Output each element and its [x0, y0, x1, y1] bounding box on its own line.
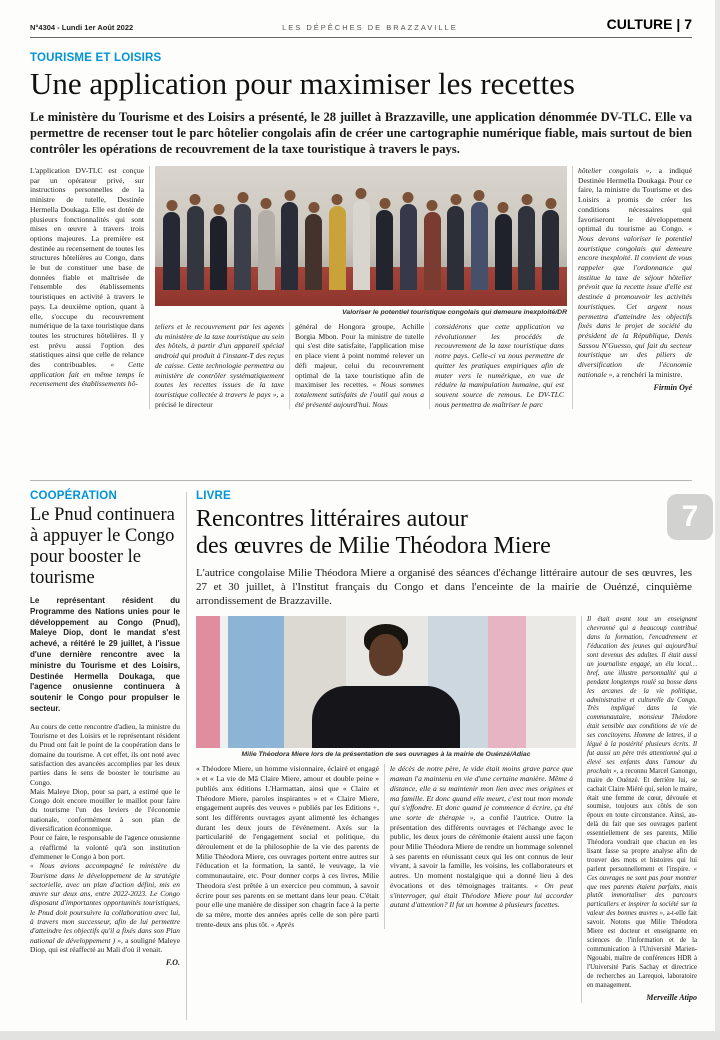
column-rule: [149, 166, 150, 409]
livre-col2-quote2: « On peut s'interroger, qui était Théodore Miere pour lui accorder autant d'attention? Il fut un homme à plusieurs facettes.: [390, 880, 573, 910]
livre-col3-quote2: « Ces ouvrages ne sont pas pour montrer que mes parents étaient parfaits, mais plutôt immortaliser des parcours particuliers et inspirer la société sur la valeur des bonnes œuvres »,: [587, 865, 698, 918]
column-rule: [289, 322, 290, 409]
col3-quote: « Nous sommes totalement satisfaits de l'outil qui nous a été présenté aujourd'hui. Nous: [295, 380, 424, 409]
col5-roman: a indiqué Destinée Hermella Doukaga. Pour ce faire, la ministre du Tourisme et des Loisirs a promis de créer les conditions nécessaires qui favoriseront le développement optimal du tourisme au Congo.: [578, 166, 692, 234]
headline-pnud: Le Pnud continuera à appuyer le Congo pour booster le tourisme: [30, 505, 175, 588]
livre-col1-quote: « Après: [270, 919, 295, 929]
author-face: [369, 634, 403, 676]
column-rule: [384, 764, 385, 929]
col5-roman-end: a renchéri la ministre.: [616, 369, 683, 379]
livre-col3-quote: Il était avant tout un enseignant chevronné qui a beaucoup contribué dans la formation, l'encadrement et l'éducation des jeunes qui aujourd'hui sont devenus des adultes. Il était aussi un journaliste engagé, un élu local… bref, une illustre personnalité qui a pendant longtemps roulé sa bosse dans les arcanes de la vie politique, administrative et culturelle du Congo. Très impliqué dans la vie communautaire, monsieur Théodore était sensible aux conditions de vie de ses concitoyens. Homme de lettres, il a légué à la postérité plusieurs écrits. Il fut aussi un père très attentionné qui a élevé ses enfants dans l'amour du prochain »,: [587, 616, 697, 775]
tourism-col-2: [155, 322, 284, 409]
tourism-col-3: [295, 322, 424, 409]
article-tourism: [30, 52, 692, 409]
col5-quote: « Nous devons valoriser le potentiel touristique congolais qui demeure encore inexploité. Il convient de vous rappeler que l'ordonnance qui institue la taxe de séjour hôtelier prévoit que la recette issue d'elle est destinée à promouvoir les activités touristiques. Cet argent nous permettra d'atteindre les objectifs fixés dans le projet de société du président de la République, Denis Sassou N'Guesso, qui fait du secteur touristique un des piliers de diversification de l'économie nationale »,: [578, 224, 692, 379]
tourism-photo: [155, 166, 567, 306]
person-figure: [353, 200, 370, 290]
person-figure: [305, 214, 322, 290]
page-number-badge: 7: [667, 494, 713, 540]
section-page-label: CULTURE | 7: [606, 16, 692, 32]
page-header: [30, 16, 692, 38]
col1-roman: L'application DV-TLC est conçue par un opérateur privé, sur instructions personnelles de la ministre de tutelle, Destinée Hermella Doukaga. Elle est dotée de plusieurs fonctionnalités qui sont mises en œuvre à travers trois options majeures. La première est destinée au recensement de toutes les structures hôtelières au Congo, dans le but de constituer une base de données fiable et maîtrisée de l'ensemble des établissements touristiques en activité à travers le pays. La deuxième option, quant à elle, s'occupe du recouvrement numérique de la taxe touristique dans toutes les structures hôtelières. Il y est prévu aussi l'option des statistiques ainsi que celle de relance des contribuables.: [30, 166, 144, 370]
livre-columns: [196, 764, 576, 929]
person-figure: [471, 202, 488, 290]
kicker-livre: LIVRE: [196, 490, 231, 502]
livre-col-2: [390, 764, 573, 929]
pnud-paragraph: Au cours de cette rencontre d'adieu, la ministre du Tourisme et des Loisirs et le représentant résident du Pnud ont fait le point de la coopération dans le domaine du tourisme. A cet effet, ils ont noté avec satisfaction des avancées accomplies par les deux parties dans le sens de booster le tourisme au Congo.: [30, 721, 180, 787]
pnud-paragraph: Mais Maleye Diop, pour sa part, a estimé que le Congo doit encore mouiller le maillot pour faire du tourisme l'un des leviers de l'économie nationale, conformément à son plan de diversification économique.: [30, 786, 180, 834]
livre-col1-roman: « Théodore Miere, un homme visionnaire, éclairé et engagé » et « La vie de Mâ Claire Miere, amour et double peine » publiés aux éditions L'Harmattan, ainsi que « Claire et Théodore Miere, paroles inspirantes » et « Claire Miere, engagement auprès des veuves » publiés par les Editions +, sont les différents ouvrages ayant alimenté les échanges durant les deux jours de l'événement. Axés sur la particularité de l'engagement social et politique, du déroulement et de la philosophie de la vie des parents de Milie Théodora Miere, ces ouvrages portent entre autres sur l'éducation et la formation, la santé, le veuvage, la vie communautaire, etc. Pour donner corps à ces livres, Milie Theodora s'est prêtée à un exercice peu commun, à savoir écrire pour ses parents en se mettant dans leur peau. C'était pour elle une manière de dissiper son chagrin face à la perte de sa mère, morte des années après celle de son père parti trente-deux ans plus tôt.: [196, 764, 379, 929]
lead-tourism: Le ministère du Tourisme et des Loisirs a présenté, le 28 juillet à Brazzaville, une application dénommée DV-TLC. Elle va permettre de recenser tout le parc hôtelier congolais afin de créer une cartographie numérique fiable, mais surtout de bien contrôler les opérations de recouvrement de la taxe touristique à travers le pays.: [30, 110, 692, 156]
person-figure: [234, 204, 251, 290]
lead-pnud: Le représentant résident du Programme des Nations unies pour le développement au Congo (Pnud), Maleye Diop, dont le mandat s'est achevé, a réitéré le 29 juillet, à l'issue d'une dernière rencontre avec la ministre du Tourisme et des Loisirs, Destinée Hermella Doukaga, que l'agence onusienne continuera à soutenir le Congo pour propulser le secteur.: [30, 596, 180, 713]
livre-col3-roman: a reconnu Marcel Ganongo, maire de Ouénzé. Et derrière lui, se cachait Claire Miéré qui, selon le maire, était une femme de cœur, dévouée et soumise, toujours aux côtés de son époux en toute circonstance. Ainsi, au-delà du fait que ses ouvrages parlent essentiellement de ses parents, Milie Théodora voudrait que chacun en les lisant fasse sa propre analyse afin de trouver des mots et histoires qui lui parlent personnellement et l'inspire.: [587, 767, 697, 873]
person-figure: [258, 210, 275, 290]
person-figure: [187, 206, 204, 290]
group-of-officials: [163, 192, 559, 290]
headline-livre-line1: Rencontres littéraires autour: [196, 506, 468, 532]
livre-col2-quote: le décès de notre père, le vide était moins grave parce que maman l'a maintenu en vie d'une certaine manière. Même à distance, elle a su maintenir mon lien avec mes origines et ma famille. Et donc quand elle meurt, c'est tout mon monde qui s'effondre. Et donc quand je commence à écrire, ça été une sorte de thérapie »,: [390, 764, 573, 822]
livre-photo-caption: Milie Théodora Miere lors de la présentation de ses ouvrages à la mairie de Ouénzé/Adiac: [241, 751, 531, 759]
page-edge: [715, 0, 720, 1040]
pnud-quote-paragraph: [30, 861, 180, 954]
byline-pnud: F.O.: [165, 958, 180, 968]
pnud-quote-attribution: a souligné Maleye Diop, qui est réaffecté au Mali d'où il venait.: [30, 935, 180, 954]
article-pnud: [30, 490, 180, 967]
livre-col-3: [587, 616, 697, 1003]
page-footer-strip: [0, 1031, 720, 1040]
person-figure: [400, 204, 417, 290]
person-figure: [281, 202, 298, 290]
person-figure: [210, 216, 227, 290]
tourism-col-1: [30, 166, 144, 409]
kicker-cooperation: COOPÉRATION: [30, 490, 117, 502]
section-divider: [30, 480, 692, 481]
person-figure: [447, 206, 464, 290]
headline-tourism: Une application pour maximiser les recettes: [30, 66, 575, 101]
column-rule: [429, 322, 430, 409]
livre-col2-roman: a confié l'autrice. Outre la présentation des différents ouvrages et l'échange avec le public, les deux jours de cérémonie étaient aussi une façon pour Milie Théodora Miere de rendre un hommage solennel à ses parents en réunissant ceux qui les ont connus de leur vivant, à savoir la famille, les voisins, les collaborateurs et autres. Un moment nostalgique qui a donné lieu à des évocations et des témoignages traitants.: [390, 812, 573, 890]
author-body: [312, 686, 460, 748]
person-figure: [495, 214, 512, 290]
tourism-inner-columns: [155, 322, 567, 409]
tourism-col-4: considérons que cette application va révolutionner les procédés de recouvrement de la taxe touristique dans notre pays. Celle-ci va nous permettre de quitter les pratiques empiriques afin de muter vers le numérique, en vue de réduire la manipulation humaine, qui est souvent source de remous. Le DV-TLC nous permettra de maîtriser le parc: [435, 322, 564, 409]
lead-livre: L'autrice congolaise Milie Théodora Miere a organisé des séances d'échange littéraire autour de ses œuvres, les 27 et 30 juillet, à l'Institut français du Congo et dans l'enceinte de la mairie de Ouénzé, cinquième arrondissement de Brazzaville.: [196, 567, 692, 607]
column-rule: [581, 616, 582, 1003]
person-figure: [542, 210, 559, 290]
pnud-quote: « Nous avions accompagné le ministère du Tourisme dans le développement de la stratégie sectorielle, avec un plan d'action défini, mis en œuvre sur deux ans, entre 2022-2023. Le Congo disposant d'importantes opportunités touristiques, le Pnud doit poursuivre la collaboration avec lui, à travers mon successeur, afin de lui permettre d'atteindre les objectifs qu'il a fixés dans son Plan national de développement ) »,: [30, 861, 180, 945]
person-figure: [376, 210, 393, 290]
col3-roman: général de Hongora groupe, Achille Borgia Mbon. Pour la ministre de tutelle qui s'est dite satisfaite, l'application mise en place vient à point nommé relever un défi majeur, celui du recouvrement optimal de la taxe touristique afin de maximiser les recettes.: [295, 322, 424, 390]
article-livre: [196, 490, 698, 1003]
column-rule: [186, 492, 187, 1020]
pnud-paragraph: Pour ce faire, le responsable de l'agence onusienne a réaffirmé la volonté qu'à son institution d'emmener le Congo à bon port.: [30, 833, 180, 861]
headline-livre-line2: des œuvres de Milie Théodora Miere: [196, 533, 551, 559]
byline-livre: Merveille Atipo: [646, 993, 697, 1003]
col5-quote-lead: hôtelier congolais »,: [578, 166, 652, 175]
livre-left-block: [196, 616, 576, 1003]
tourism-col-5: [578, 166, 692, 409]
pnud-body: [30, 722, 180, 968]
col1-quote: « Cette application fait en même temps le recensement des établissements hô-: [30, 360, 144, 389]
col2-quote: teliers et le recouvrement par les agents du ministère de la taxe touristique au sein des hôtels, à partir d'un appareil spécial android qui produit à l'instant-T des reçus de caisse. Cette technologie permettra au ministère de contrôler systématiquement toutes les recettes issues de la taxe touristique collectée à travers le pays »,: [155, 322, 284, 399]
column-rule: [572, 166, 573, 409]
edition-info: N°4304 - Lundi 1er Août 2022: [30, 23, 134, 32]
tourism-photo-caption: Valoriser le potentiel touristique congolais qui demeure inexploité/DR: [342, 309, 567, 316]
person-figure: [424, 212, 441, 290]
byline-tourism: Firmin Oyé: [653, 383, 692, 393]
kicker-tourisme: TOURISME ET LOISIRS: [30, 52, 162, 64]
tourism-columns: [30, 166, 692, 409]
livre-main: [196, 616, 698, 1003]
col2-roman: a précisé le directeur: [155, 389, 285, 409]
person-figure: [329, 206, 346, 290]
livre-col-1: [196, 764, 379, 929]
person-figure: [163, 212, 180, 290]
person-figure: [518, 206, 535, 290]
headline-livre: [196, 506, 692, 560]
livre-photo: [196, 616, 576, 748]
tourism-middle-block: [155, 166, 567, 409]
masthead: LES DÉPÊCHES DE BRAZZAVILLE: [282, 23, 458, 32]
livre-col3-roman2: a-t-elle fait savoir. Notons que Milie Théodora Miere est docteur et enseignante en sciences de l'information et de la communication à l'Université Marien-Ngouabi, maître de conférences HDR à l'Université Paris Sachay et directrice de recherches au Larequoi, laboratoire en management.: [587, 910, 698, 989]
